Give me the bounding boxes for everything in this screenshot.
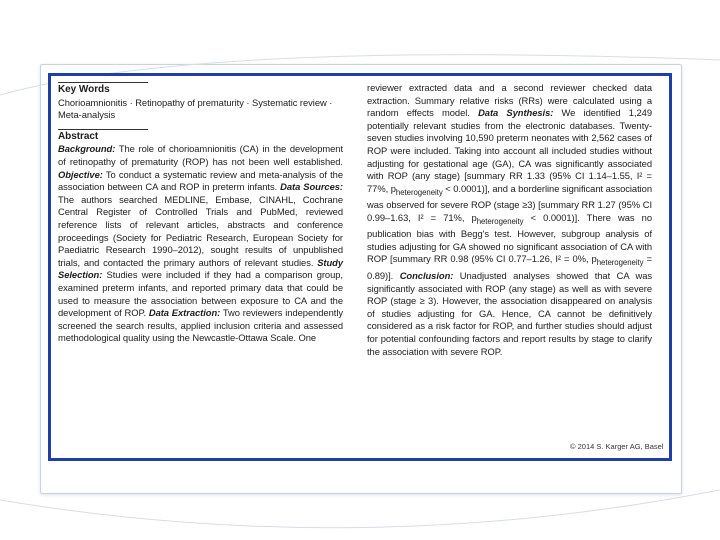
abstract-scan-image — [48, 73, 672, 461]
data-sources-text: The authors searched MEDLINE, Embase, CINAHL, Cochrane Central Register of Controlled Trials and PubMed, reviewed reference lists of relevant articles, abstracts and conference proceedings (Society for Pediatric Research, European Society for Paediatric Research 1990–2012), sought results of unpublished trials, and contacted the primary authors of relevant studies. — [58, 193, 343, 268]
background-text: The role of chorioamnionitis (CA) in the development of retinopathy of prematurity (ROP) has not been well established. — [58, 143, 343, 167]
data-synthesis-text-3: < 0.0001)]. There was no publication bias with Begg's test. However, subgroup analysis of studies adjusting for GA showed no significant association of CA with ROP [summary RR 0.98 (95% CI 0.77–1.26, I² = 0%, p — [367, 211, 652, 265]
data-sources-label: Data Sources: — [280, 181, 343, 193]
keywords-heading: Key Words — [58, 84, 110, 95]
data-extraction-label: Data Extraction: — [148, 307, 221, 319]
right-column — [367, 82, 652, 358]
heterogeneity-subscript-1: heterogeneity — [395, 187, 443, 197]
abstract-paragraph-left — [58, 143, 343, 345]
copyright-notice: © 2014 S. Karger AG, Basel — [570, 442, 664, 451]
study-selection-label: Study Selection: — [58, 256, 343, 281]
data-extraction-text-right: reviewer extracted data and a second reviewer checked data extraction. Summary relative risks (RRs) were calculated using a random effects model. — [367, 82, 652, 119]
data-synthesis-text-2: < 0.0001)], and a borderline significant association was observed for severe ROP (stage ≥3) [summary RR 1.27 (95% CI 0.99–1.63, I² = 71%, p — [367, 182, 652, 223]
background-label: Background: — [58, 143, 116, 155]
objective-text: To conduct a systematic review and meta-analysis of the association between CA and ROP in preterm infants. — [58, 168, 343, 193]
abstract-paragraph-right — [367, 82, 652, 358]
study-selection-text: Studies were included if they had a comparison group, examined preterm infants, and reported primary data that could be used to measure the association between exposure to CA and the development of ROP. — [58, 269, 343, 319]
data-synthesis-text-1: We identified 1,249 potentially relevant studies from the electronic databases. Twenty-seven studies involving 10,590 preterm neonates with 2,562 cases of ROP were included. Taking into account all included studies without adjusting for gestational age (GA), CA was significantly associated with ROP (any stage) [summary RR 1.33 (95% CI 1.14–1.55, I² = 77%, p — [367, 107, 652, 194]
data-extraction-text-left: Two reviewers independently screened the search results, applied inclusion criteria and assessed methodological quality using the Newcastle-Ottawa Scale. One — [58, 307, 343, 344]
data-synthesis-label: Data Synthesis: — [478, 107, 554, 119]
keywords-text: Chorioamnionitis · Retinopathy of prematurity · Systematic review · Meta-analysis — [58, 96, 333, 121]
objective-label: Objective: — [58, 168, 103, 180]
heterogeneity-subscript-2: heterogeneity — [476, 216, 524, 226]
abstract-body-right — [367, 82, 652, 358]
abstract-heading: Abstract — [58, 130, 99, 142]
left-column — [58, 82, 343, 345]
abstract-body-left — [58, 143, 343, 345]
keywords-rule — [58, 82, 148, 83]
conclusion-label: Conclusion: — [399, 269, 454, 281]
abstract-rule — [58, 129, 148, 130]
data-synthesis-text-4: = 0.89)]. — [367, 253, 652, 281]
heterogeneity-subscript-3: heterogeneity — [596, 258, 644, 268]
conclusion-text: Unadjusted analyses showed that CA was significantly associated with ROP (any stage) as well as with severe ROP (stage ≥ 3). However, the association disappeared on analysis of studies adjusting for GA. Hence, CA cannot be definitively considered as a risk factor for ROP, and further studies should adjust for potential confounding factors and report results by stage to clarify the association with severe ROP. — [367, 269, 652, 357]
